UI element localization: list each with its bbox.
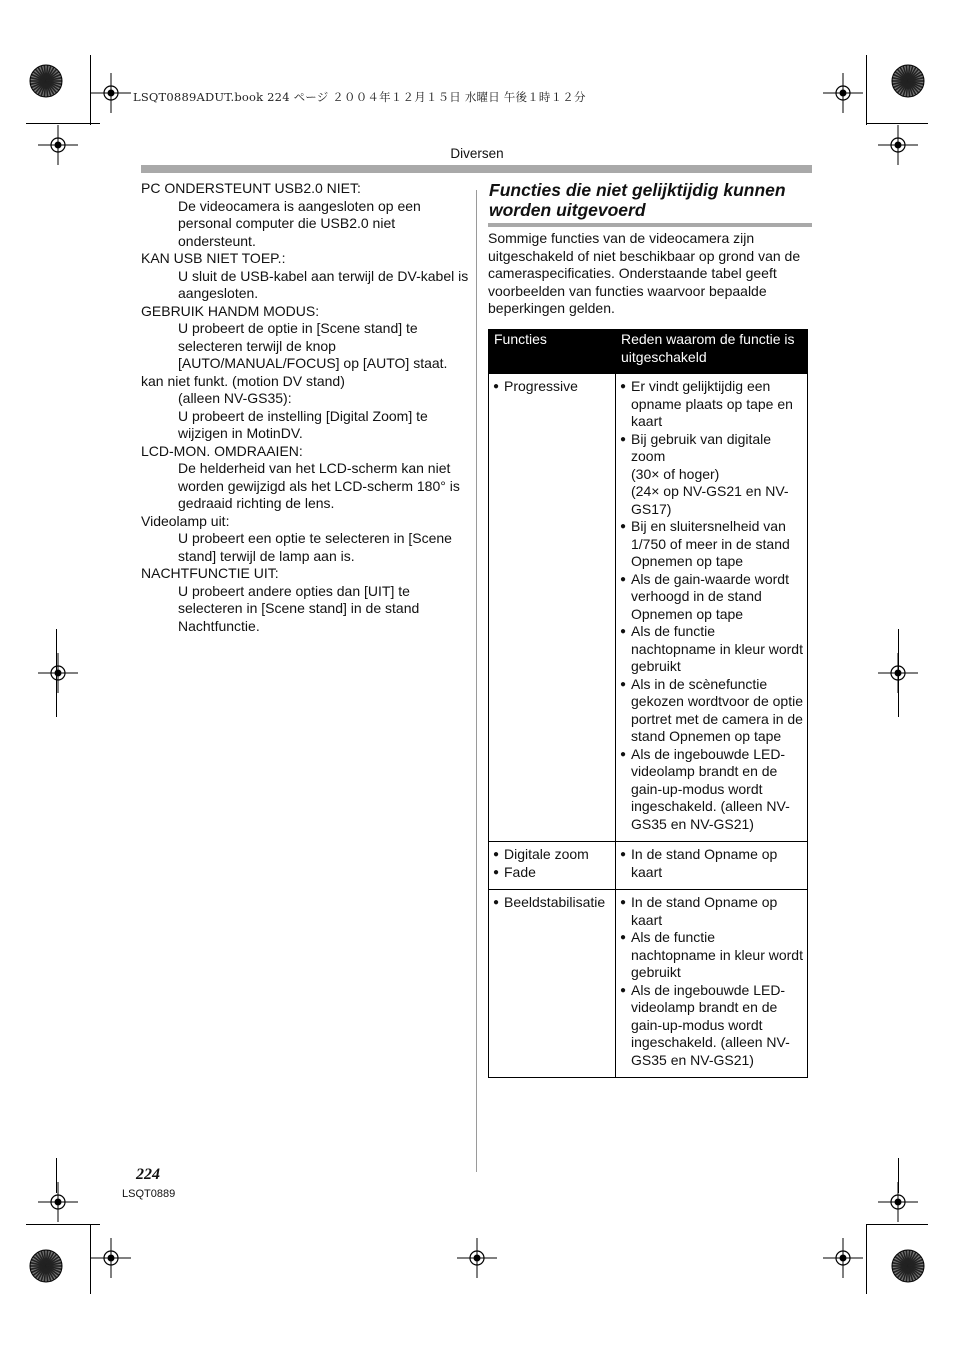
- trim-line: [898, 629, 899, 717]
- trim-line: [866, 123, 928, 124]
- reason-text: Als de gain-waarde wordt verhoogd in de stand Opnemen op tape: [631, 570, 789, 622]
- message-body: (alleen NV-GS35):: [178, 390, 292, 406]
- reason-text: Als de functie nachtopname in kleur wordt gebruikt: [631, 623, 803, 674]
- registration-mark-icon: [38, 653, 78, 693]
- message-body: U probeert de instelling [Digital Zoom] te wijzigen in MotinDV.: [178, 407, 428, 441]
- header-bar: [141, 165, 812, 173]
- bullet-icon: ●: [620, 626, 627, 637]
- message-title: Videolamp uit:: [141, 512, 230, 529]
- bullet-icon: ●: [493, 897, 500, 908]
- trim-line: [90, 55, 91, 125]
- function-item: [493, 864, 611, 882]
- reason-text: Als in de scènefunctie gekozen wordtvoor de optie portret met de camera in de stand Opnemen op tape: [631, 675, 803, 744]
- section-heading: Functies die niet gelijktijdig kunnen worden uitgevoerd: [489, 180, 786, 220]
- registration-mark-icon: [823, 73, 863, 113]
- bullet-icon: ●: [620, 678, 627, 690]
- message-body: De helderheid van het LCD-scherm kan niet worden gewijzigd als het LCD-scherm 180° is gedraaid richting de lens.: [178, 460, 460, 511]
- bullet-icon: ●: [620, 381, 627, 392]
- trim-line: [26, 1224, 100, 1225]
- function-cell: [489, 890, 616, 1078]
- function-label: Fade: [504, 863, 536, 880]
- intro-paragraph: Sommige functies van de videocamera zijn uitgeschakeld of niet beschikbaar op grond van de cameraspecificaties. Onderstaande tabel geeft voorbeelden van functies waarvoor bepaalde beperkingen gelden.: [488, 230, 801, 316]
- registration-mark-icon: [38, 1182, 78, 1222]
- reason-text: In de stand Opname op kaart: [631, 894, 778, 928]
- trim-line: [866, 1224, 867, 1294]
- function-item: [493, 894, 611, 912]
- message-body: De videocamera is aangesloten op een personal computer die USB2.0 niet ondersteunt.: [178, 197, 421, 249]
- reason-text: Bij gebruik van digitale zoom: [631, 430, 772, 464]
- heading-rule: [488, 223, 812, 227]
- message-title: NACHTFUNCTIE UIT:: [141, 565, 279, 581]
- reason-item: [620, 929, 803, 982]
- color-target-icon: [26, 1246, 66, 1286]
- reason-item: [620, 746, 803, 834]
- trim-line: [26, 123, 100, 124]
- bullet-icon: ●: [620, 897, 627, 908]
- message-title: KAN USB NIET TOEP.:: [141, 250, 286, 266]
- section-title: Diversen: [450, 146, 504, 161]
- page-code: LSQT0889: [122, 1188, 176, 1200]
- color-target-icon: [888, 1246, 928, 1286]
- registration-mark-icon: [823, 1238, 863, 1278]
- trim-line: [90, 1224, 91, 1294]
- reason-text: (24× op NV-GS21 en NV-GS17): [631, 483, 789, 517]
- color-target-icon: [888, 61, 928, 101]
- bullet-icon: ●: [620, 849, 627, 860]
- reason-item: [620, 676, 803, 746]
- registration-mark-icon: [457, 1238, 497, 1278]
- function-label: Progressive: [504, 378, 578, 394]
- reason-text: Als de ingebouwde LED-videolamp brandt en de gain-up-modus wordt ingeschakeld. (alleen NV-GS35 en NV-GS21): [631, 745, 790, 832]
- column-divider: [476, 190, 477, 1172]
- function-label: Beeldstabilisatie: [504, 894, 606, 910]
- message-title: PC ONDERSTEUNT USB2.0 NIET:: [141, 180, 361, 196]
- function-item: [493, 846, 611, 864]
- trim-line: [866, 1224, 928, 1225]
- bullet-icon: ●: [620, 932, 627, 943]
- message-body: U probeert een optie te selecteren in [Scene stand] terwijl de lamp aan is.: [178, 530, 452, 564]
- reason-item: [620, 518, 803, 571]
- bullet-icon: ●: [620, 573, 627, 585]
- reason-item: [620, 623, 803, 676]
- message-title: GEBRUIK HANDM MODUS:: [141, 302, 320, 319]
- bullet-icon: ●: [493, 866, 500, 878]
- table-row: [489, 890, 808, 1078]
- function-cell: [489, 842, 616, 890]
- reason-cell: [616, 374, 808, 842]
- bullet-icon: ●: [620, 984, 627, 996]
- registration-mark-icon: [91, 1238, 131, 1278]
- color-target-icon: [26, 61, 66, 101]
- reason-item: [620, 982, 803, 1070]
- page-number: 224: [136, 1166, 160, 1183]
- reason-cell: [616, 842, 808, 890]
- message-title: LCD-MON. OMDRAAIEN:: [141, 442, 303, 459]
- message-body: U probeert andere opties dan [UIT] te selecteren in [Scene stand] in de stand Nachtfunctie.: [178, 582, 420, 634]
- functions-table: [488, 329, 808, 1078]
- trim-line: [56, 1158, 57, 1193]
- message-body: U sluit de USB-kabel aan terwijl de DV-kabel is aangesloten.: [178, 267, 469, 301]
- reason-text: (30× of hoger): [631, 465, 720, 482]
- table-row: [489, 842, 808, 890]
- reason-text: Bij en sluitersnelheid van 1/750 of meer in de stand Opnemen op tape: [631, 518, 790, 569]
- reason-text: Er vindt gelijktijdig een opname plaats op tape en kaart: [631, 378, 793, 429]
- bullet-icon: ●: [620, 433, 627, 445]
- reason-item: [620, 431, 803, 519]
- reason-text: Als de ingebouwde LED-videolamp brandt en de gain-up-modus wordt ingeschakeld. (alleen NV-GS35 en NV-GS21): [631, 981, 790, 1068]
- function-label: Digitale zoom: [504, 846, 589, 862]
- table-header-functions: Functies: [489, 330, 616, 374]
- function-item: [493, 378, 611, 396]
- reason-cell: [616, 890, 808, 1078]
- trim-line: [866, 55, 867, 125]
- error-message-list: [141, 180, 471, 635]
- table-row: [489, 374, 808, 842]
- reason-text: In de stand Opname op kaart: [631, 846, 778, 880]
- table-header-reasons: Reden waarom de functie is uitgeschakeld: [616, 330, 808, 374]
- bullet-icon: ●: [620, 521, 627, 532]
- bullet-icon: ●: [620, 748, 627, 760]
- file-info-line: LSQT0889ADUT.book 224 ページ ２００４年１２月１５日 水曜日 午後１時１２分: [133, 90, 586, 104]
- message-body: U probeert de optie in [Scene stand] te selecteren terwijl de knop [AUTO/MANUAL/FOCUS] op [AUTO] staat.: [178, 320, 448, 371]
- message-title: kan niet funkt. (motion DV stand): [141, 372, 345, 389]
- bullet-icon: ●: [493, 849, 500, 860]
- function-cell: [489, 374, 616, 842]
- reason-item: [620, 571, 803, 624]
- reason-item: [620, 378, 803, 431]
- trim-line: [56, 629, 57, 717]
- registration-mark-icon: [91, 73, 131, 113]
- bullet-icon: ●: [493, 381, 500, 392]
- table-header-row: [489, 330, 808, 374]
- reason-item: [620, 894, 803, 929]
- reason-item: [620, 846, 803, 881]
- trim-line: [898, 1158, 899, 1193]
- reason-text: Als de functie nachtopname in kleur wordt gebruikt: [631, 929, 803, 980]
